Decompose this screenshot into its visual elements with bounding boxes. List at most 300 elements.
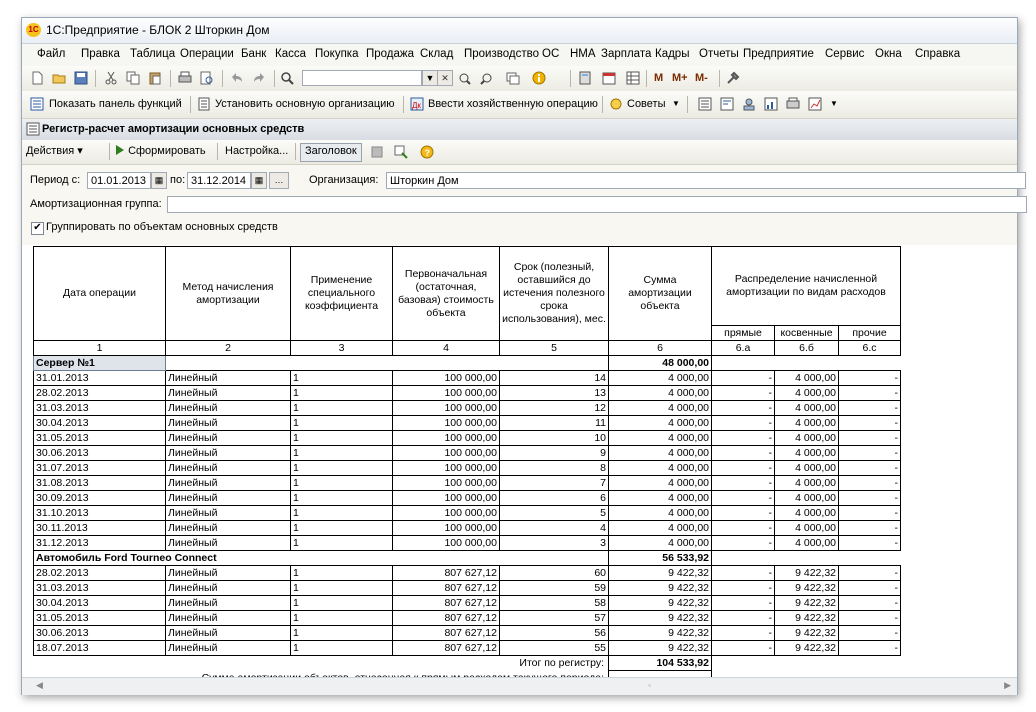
reports-icon[interactable] [764,97,778,111]
scroll-thumb-icon[interactable]: ▫ [648,680,652,690]
table-cell: - [839,506,901,521]
table-row [34,431,901,446]
open-icon[interactable] [52,71,66,85]
table-cell: 9 422,32 [609,611,712,626]
table-cell: 100 000,00 [393,386,500,401]
print-icon[interactable] [178,71,192,85]
table-cell: 9 [500,446,609,461]
table-cell: - [839,401,901,416]
search-icon[interactable] [280,71,294,85]
table-cell: 807 627,12 [393,581,500,596]
depreciation-group-field[interactable] [167,196,1027,213]
table-cell: - [839,596,901,611]
table-cell: 4 [500,521,609,536]
preview-icon[interactable] [200,71,214,85]
table-cell: 9 422,32 [775,611,839,626]
window-title: 1С:Предприятие - БЛОК 2 Шторкин Дом [46,23,270,37]
table-cell: 28.02.2013 [34,566,166,581]
tips-button[interactable]: Советы [627,98,666,110]
table-cell: 807 627,12 [393,626,500,641]
menu-item[interactable]: Производство [464,48,539,60]
total-label: Итог по регистру: [519,657,604,670]
table-cell: - [712,626,775,641]
calc-icon[interactable] [578,71,592,85]
table-cell: - [712,371,775,386]
header-toggle-button[interactable]: Заголовок [300,143,362,162]
organization-label: Организация: [309,174,379,186]
table-cell: 9 422,32 [775,581,839,596]
menu-item[interactable]: Продажа [366,48,414,60]
column-header: Метод начисления амортизации [166,247,291,341]
column-header: Распределение начисленной амортизации по видам расходов [712,247,901,326]
table-cell: Линейный [166,476,291,491]
table-cell: 4 000,00 [775,386,839,401]
group-row [34,356,901,371]
svg-text:?: ? [424,148,430,158]
table-cell: 1 [291,626,393,641]
table-row [34,461,901,476]
menu-item[interactable]: Кадры [655,48,690,60]
table-cell: Линейный [166,491,291,506]
table-cell: Линейный [166,566,291,581]
table-cell: - [712,521,775,536]
column-number: 4 [393,341,500,356]
table-cell: Линейный [166,581,291,596]
table-row [34,566,901,581]
table-cell: Линейный [166,626,291,641]
table-cell: Линейный [166,371,291,386]
table-cell: - [712,431,775,446]
table-cell: 4 000,00 [609,521,712,536]
column-header: Первоначальная (остаточная, базовая) стоимость объекта [393,247,500,341]
table-cell: - [712,461,775,476]
report-icon [26,122,40,136]
actions-label: Действия [26,145,75,157]
table-cell: 100 000,00 [393,446,500,461]
table-cell: 31.10.2013 [34,506,166,521]
header-row [34,247,901,326]
table-cell: 9 422,32 [609,641,712,656]
table-cell: 30.04.2013 [34,416,166,431]
group-total: 48 000,00 [609,356,712,371]
period-from-calendar-icon[interactable]: ▦ [151,172,167,189]
table-cell: 9 422,32 [775,626,839,641]
table-cell: Линейный [166,596,291,611]
table-cell: 31.07.2013 [34,461,166,476]
table-cell: 55 [500,641,609,656]
more-dropdown-icon[interactable]: ▼ [830,99,838,108]
scroll-right-icon[interactable]: ▶ [1004,680,1011,690]
table-cell: - [712,581,775,596]
period-from-label: Период с: [30,174,81,186]
table-cell: 57 [500,611,609,626]
table-row [34,371,901,386]
period-to-field[interactable]: 31.12.2014 [187,172,251,189]
tips-dropdown-icon[interactable]: ▼ [672,99,680,108]
journal-icon[interactable] [698,97,712,111]
table-cell: 4 000,00 [775,521,839,536]
table-cell: 31.03.2013 [34,581,166,596]
table-row [34,446,901,461]
m-button[interactable]: M [654,72,664,84]
table-cell: - [712,611,775,626]
table-cell: 9 422,32 [775,566,839,581]
table-cell: - [712,476,775,491]
table-cell: 100 000,00 [393,491,500,506]
table-cell: 1 [291,446,393,461]
column-number: 5 [500,341,609,356]
horizontal-scrollbar[interactable] [22,677,1017,695]
table-cell: - [712,416,775,431]
actions-bar [22,140,1017,165]
table-cell: - [839,521,901,536]
table-cell: - [839,611,901,626]
table-cell: 28.02.2013 [34,386,166,401]
table-cell: 4 000,00 [609,416,712,431]
table-cell: 59 [500,581,609,596]
menu-item[interactable]: Банк [241,48,267,60]
print-forms-icon[interactable] [786,97,800,111]
help-icon[interactable] [420,145,434,159]
table-cell: - [839,446,901,461]
table-cell: 4 000,00 [775,371,839,386]
table-cell: 807 627,12 [393,611,500,626]
table-cell: - [839,536,901,551]
table-cell: 11 [500,416,609,431]
table-row [34,401,901,416]
menu-item[interactable]: НМА [570,48,596,60]
table-cell: - [839,461,901,476]
table-cell: 1 [291,491,393,506]
table-cell: 13 [500,386,609,401]
menu-item[interactable]: Покупка [315,48,359,60]
app-window [21,17,1018,695]
table-cell: 58 [500,596,609,611]
clear-search-icon[interactable]: ✕ [437,70,453,86]
menu-item[interactable]: Склад [420,48,454,60]
table-cell: 9 422,32 [775,596,839,611]
table-cell: 1 [291,566,393,581]
table-cell: 30.06.2013 [34,446,166,461]
column-subheader: косвенные [775,326,839,341]
report-spreadsheet [22,245,1017,677]
table-row [34,521,901,536]
table-cell: 1 [291,461,393,476]
menu-item[interactable]: Операции [180,48,234,60]
table-cell: 1 [291,641,393,656]
table-cell: 4 000,00 [609,446,712,461]
table-cell: Линейный [166,521,291,536]
function-toolbar [22,91,1017,119]
table-cell: 9 422,32 [609,596,712,611]
table-cell: 1 [291,611,393,626]
table-cell: - [712,566,775,581]
table-cell: - [839,416,901,431]
show-function-panel-button[interactable]: Показать панель функций [49,98,182,110]
table-row [34,491,901,506]
tips-icon[interactable] [609,97,623,111]
table-cell: - [839,476,901,491]
table-cell: Линейный [166,416,291,431]
table-cell: 1 [291,401,393,416]
users-icon[interactable] [742,97,756,111]
group-spacer [712,356,901,371]
tools-icon[interactable] [726,71,740,85]
table-cell: Линейный [166,506,291,521]
menu-item[interactable]: Правка [81,48,120,60]
period-to-label: по: [170,174,186,186]
table-cell: Линейный [166,461,291,476]
table-row [34,476,901,491]
period-to-calendar-icon[interactable]: ▦ [251,172,267,189]
play-icon [115,144,125,156]
table-cell: - [712,641,775,656]
table-cell: 30.04.2013 [34,596,166,611]
windows-icon[interactable] [506,71,520,85]
table-cell: 4 000,00 [775,416,839,431]
table-cell: 56 [500,626,609,641]
table-cell: 6 [500,491,609,506]
table-cell: Линейный [166,536,291,551]
group-by-objects-checkbox[interactable]: ✔ [31,222,44,235]
column-number: 2 [166,341,291,356]
standard-toolbar [22,66,1017,92]
actions-menu-button[interactable]: Действия ▾ [26,145,83,157]
table-row [34,386,901,401]
column-number: 6 [609,341,712,356]
depreciation-table [33,246,901,686]
menu-item[interactable]: Касса [275,48,306,60]
column-header: Применение специального коэффициента [291,247,393,341]
table-row [34,641,901,656]
table-cell: 1 [291,386,393,401]
table-cell: 31.01.2013 [34,371,166,386]
column-number: 6.а [712,341,775,356]
group-spacer [166,356,609,371]
table-row [34,611,901,626]
column-header: Сумма амортизации объекта [609,247,712,341]
group-row [34,551,901,566]
table-cell: 4 000,00 [609,506,712,521]
table-cell: - [712,386,775,401]
table-cell: 4 000,00 [775,431,839,446]
table-cell: 9 422,32 [775,641,839,656]
table-cell: - [712,596,775,611]
column-number: 6.б [775,341,839,356]
menu-item[interactable]: Справка [915,48,961,60]
table-cell: 100 000,00 [393,431,500,446]
search-dropdown-icon[interactable]: ▼ [422,70,438,86]
table-cell: 4 000,00 [609,491,712,506]
depreciation-group-label: Амортизационная группа: [30,198,162,210]
table-cell: - [839,386,901,401]
scroll-left-icon[interactable]: ◀ [36,680,43,690]
find-prev-icon[interactable] [480,71,494,85]
table-cell: - [839,581,901,596]
total-value: 104 533,92 [609,656,712,671]
table-row [34,416,901,431]
table-cell: 4 000,00 [609,431,712,446]
table-row [34,506,901,521]
settings-button[interactable]: Настройка... [225,145,289,157]
table-cell: - [839,641,901,656]
table-cell: - [712,401,775,416]
calendar-icon[interactable] [602,71,616,85]
group-spacer [712,551,901,566]
menu-item[interactable]: Файл [37,48,66,60]
table-cell: - [839,371,901,386]
table-cell: Линейный [166,386,291,401]
table-cell: 4 000,00 [775,536,839,551]
app-logo-icon: 1С [26,23,41,37]
table-cell: - [712,446,775,461]
m-plus-button[interactable]: M+ [672,72,688,84]
table-cell: 100 000,00 [393,521,500,536]
table-cell: Линейный [166,611,291,626]
table-cell: - [712,536,775,551]
table-cell: 5 [500,506,609,521]
period-from-field[interactable]: 01.01.2013 [87,172,151,189]
table-cell: 100 000,00 [393,401,500,416]
table-cell: - [839,626,901,641]
column-header: Срок (полезный, оставшийся до истечения полезного срока использования), мес. [500,247,609,341]
function-panel-icon[interactable] [30,97,44,111]
documents-icon[interactable] [720,97,734,111]
period-select-button[interactable]: … [269,172,289,189]
table-cell: 4 000,00 [775,446,839,461]
group-by-objects-label: Группировать по объектам основных средств [46,221,278,233]
table-cell: 1 [291,596,393,611]
table-cell: 4 000,00 [775,491,839,506]
table-cell: 30.06.2013 [34,626,166,641]
table-cell: 1 [291,521,393,536]
table-cell: 4 000,00 [609,386,712,401]
set-main-organization-button[interactable]: Установить основную организацию [215,98,395,110]
column-header: Дата операции [34,247,166,341]
cut-icon[interactable] [104,71,118,85]
undo-icon[interactable] [230,71,244,85]
table-icon[interactable] [626,71,640,85]
table-row [34,626,901,641]
column-number: 3 [291,341,393,356]
menu-item[interactable]: Окна [875,48,902,60]
table-cell: - [712,506,775,521]
table-cell: 1 [291,506,393,521]
table-row [34,596,901,611]
table-cell: 807 627,12 [393,566,500,581]
table-cell: Линейный [166,431,291,446]
table-cell: 31.12.2013 [34,536,166,551]
table-cell: 31.05.2013 [34,611,166,626]
table-row [34,536,901,551]
table-cell: - [712,491,775,506]
table-cell: 100 000,00 [393,461,500,476]
table-cell: 14 [500,371,609,386]
table-cell: 4 000,00 [609,476,712,491]
svg-text:Дк: Дк [412,101,421,110]
group-name: Сервер №1 [34,356,166,371]
title-bar [22,18,1017,44]
table-cell: 18.07.2013 [34,641,166,656]
menu-item[interactable]: Предприятие [743,48,814,60]
chart-icon[interactable] [808,97,822,111]
save-settings-icon[interactable] [370,145,384,159]
filter-form [22,165,1017,245]
generate-label: Сформировать [128,145,206,157]
save-icon[interactable] [74,71,88,85]
menu-item[interactable]: ОС [542,48,560,60]
table-cell: 30.09.2013 [34,491,166,506]
table-cell: 100 000,00 [393,536,500,551]
table-cell: 30.11.2013 [34,521,166,536]
table-cell: 4 000,00 [775,506,839,521]
table-cell: 9 422,32 [609,626,712,641]
table-cell: 10 [500,431,609,446]
column-number: 6.с [839,341,901,356]
table-cell: - [839,491,901,506]
table-cell: 807 627,12 [393,596,500,611]
table-cell: 100 000,00 [393,506,500,521]
copy-icon[interactable] [126,71,140,85]
table-cell: 100 000,00 [393,476,500,491]
table-cell: - [839,431,901,446]
find-next-icon[interactable] [458,71,472,85]
table-cell: Линейный [166,446,291,461]
table-cell: 4 000,00 [609,461,712,476]
organization-icon[interactable] [197,97,211,111]
column-subheader: прочие [839,326,901,341]
table-cell: 31.05.2013 [34,431,166,446]
table-cell: 8 [500,461,609,476]
table-cell: 1 [291,416,393,431]
group-total: 56 533,92 [609,551,712,566]
table-cell: 12 [500,401,609,416]
group-name: Автомобиль Ford Tourneo Connect [34,551,609,566]
table-cell: 100 000,00 [393,416,500,431]
operation-icon[interactable] [410,97,424,111]
search-input[interactable] [302,70,422,86]
table-cell: Линейный [166,641,291,656]
table-cell: 3 [500,536,609,551]
menu-item[interactable]: Отчеты [699,48,739,60]
table-cell: 9 422,32 [609,566,712,581]
table-cell: 31.03.2013 [34,401,166,416]
column-number-row [34,341,901,356]
enter-operation-button[interactable]: Ввести хозяйственную операцию [428,98,598,110]
table-cell: Линейный [166,401,291,416]
table-cell: 4 000,00 [609,371,712,386]
table-cell: 1 [291,536,393,551]
table-cell: 100 000,00 [393,371,500,386]
m-minus-button[interactable]: M- [695,72,708,84]
info-icon[interactable] [532,71,546,85]
new-icon[interactable] [30,71,44,85]
table-row [34,581,901,596]
generate-button[interactable] [115,143,206,160]
menu-item[interactable]: Зарплата [601,48,652,60]
table-cell: 4 000,00 [775,476,839,491]
table-cell: 1 [291,431,393,446]
redo-icon[interactable] [252,71,266,85]
menu-item[interactable]: Таблица [130,48,176,60]
table-cell: 4 000,00 [775,461,839,476]
table-cell: 7 [500,476,609,491]
restore-settings-icon[interactable] [394,145,408,159]
table-cell: 807 627,12 [393,641,500,656]
menu-item[interactable]: Сервис [825,48,865,60]
paste-icon[interactable] [148,71,162,85]
organization-field[interactable]: Шторкин Дом [386,172,1026,189]
